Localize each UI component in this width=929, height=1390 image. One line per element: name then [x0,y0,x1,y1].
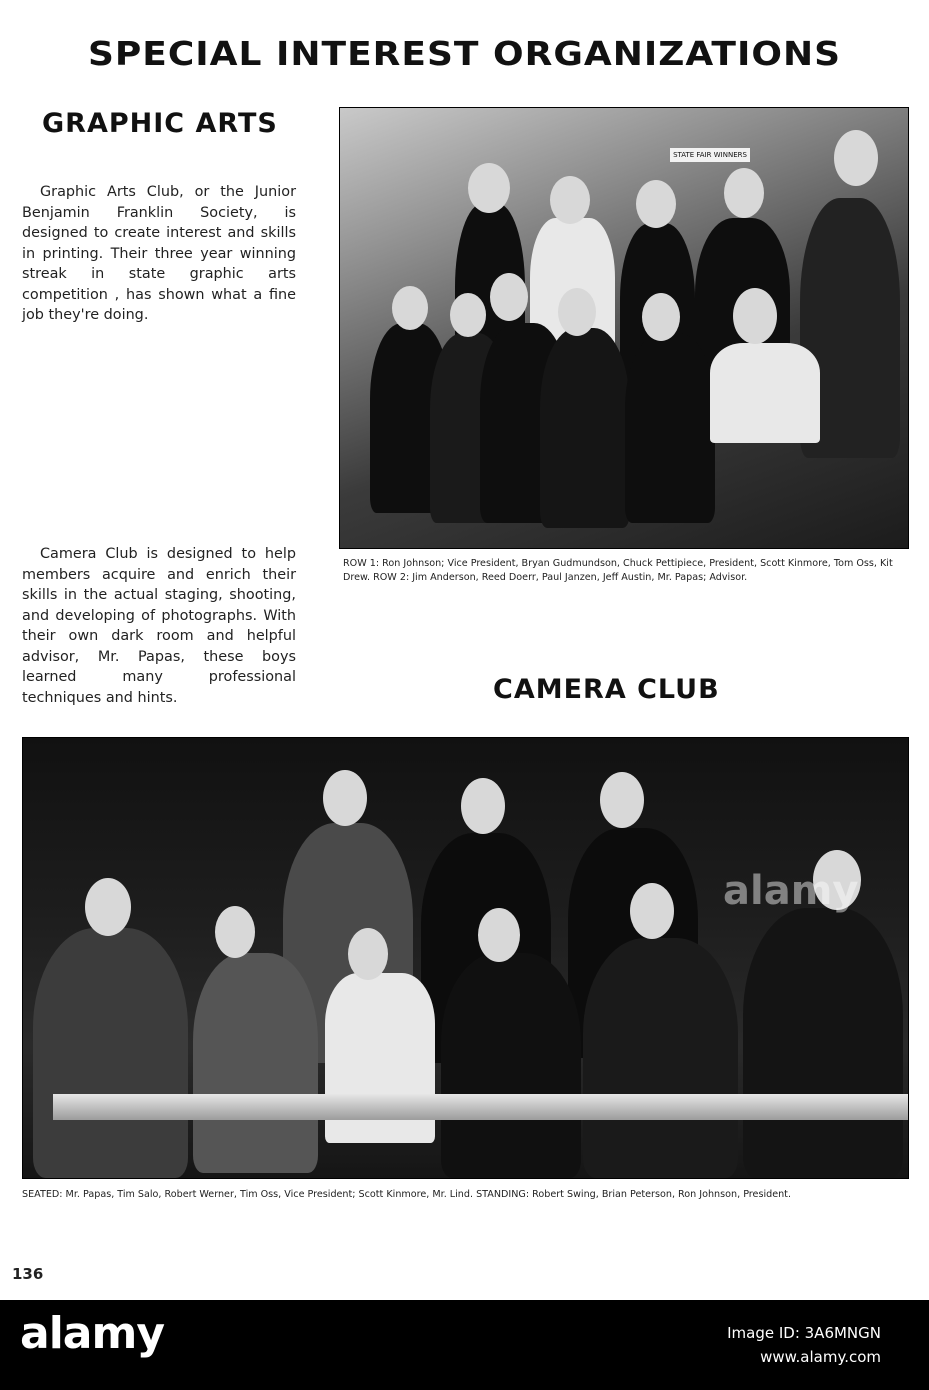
person-head [558,288,596,336]
person-head [85,878,131,936]
person-head [642,293,680,341]
alamy-watermark-overlay: alamy [723,868,859,914]
person-figure [625,333,715,523]
camera-club-caption: SEATED: Mr. Papas, Tim Salo, Robert Werner, Tim Oss, Vice President; Scott Kinmore, Mr. Lind. STANDING: Robert Swing, Brian Peterson, Ron Johnson, President. [22,1189,791,1200]
camera-club-photo [22,737,909,1179]
person-head [630,883,674,939]
person-head [323,770,367,826]
graphic-arts-heading: GRAPHIC ARTS [42,108,278,139]
person-figure [710,343,820,443]
person-head [490,273,528,321]
person-figure [583,938,738,1178]
person-figure [441,953,581,1178]
graphic-arts-caption: ROW 1: Ron Johnson; Vice President, Bryan Gudmundson, Chuck Pettipiece, President, Scott Kinmore, Tom Oss, Kit Drew. ROW 2: Jim Anderson, Reed Doerr, Paul Janzen, Jeff Austin, Mr. Papas; Advisor. [343,558,893,583]
person-head [468,163,510,213]
state-fair-sign: STATE FAIR WINNERS [670,148,750,162]
person-head [733,288,777,344]
person-figure [193,953,318,1173]
person-head [215,906,255,958]
table [53,1094,908,1120]
site-url: www.alamy.com [760,1348,881,1366]
person-head [834,130,878,186]
graphic-arts-description: Graphic Arts Club, or the Junior Benjamin Franklin Society, is designed to create interest and skills in printing. Their three year winning streak in state graphic arts competition , has shown what a fine job they're doing. [22,184,296,323]
person-head [636,180,676,228]
person-head [600,772,644,828]
person-head [478,908,520,962]
person-figure [540,328,630,528]
image-id: Image ID: 3A6MNGN [727,1324,881,1342]
camera-club-heading: CAMERA CLUB [493,674,720,705]
page-title: SPECIAL INTEREST ORGANIZATIONS [87,35,842,74]
page-number: 136 [12,1265,44,1283]
person-figure [743,908,903,1178]
graphic-arts-photo [339,107,909,549]
alamy-logo: alamy [20,1308,164,1359]
person-head [348,928,388,980]
camera-club-description: Camera Club is designed to help members acquire and enrich their skills in the actual staging, shooting, and developing of photographs. With their own dark room and helpful advisor, Mr. Papas, these boys learned many professional techniques and hints. [22,546,296,706]
person-head [392,286,428,330]
person-head [461,778,505,834]
person-figure [33,928,188,1178]
person-head [550,176,590,224]
person-head [450,293,486,337]
person-head [724,168,764,218]
